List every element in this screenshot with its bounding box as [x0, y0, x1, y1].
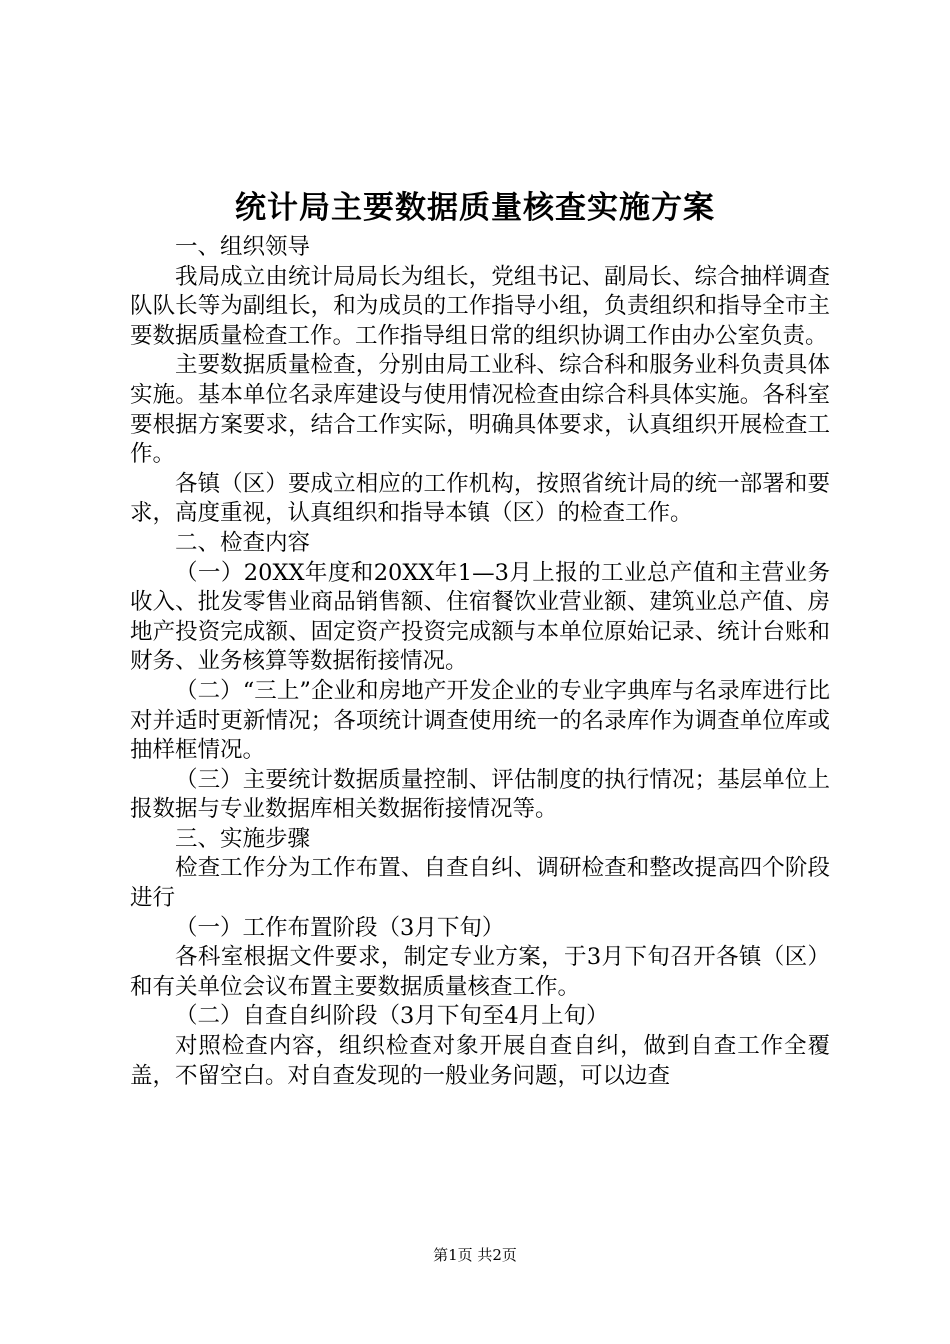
paragraph: 主要数据质量检查，分别由局工业科、综合科和服务业科负责具体实施。基本单位名录库建设与使用情况检查由综合科具体实施。各科室要根据方案要求，结合工作实际，明确具体要求，认真组织开展检查工作。 — [130, 352, 830, 468]
paragraph: （三）主要统计数据质量控制、评估制度的执行情况；基层单位上报数据与专业数据库相关数据衔接情况等。 — [130, 766, 830, 823]
paragraph: 检查工作分为工作布置、自查自纠、调研检查和整改提高四个阶段进行 — [130, 855, 830, 912]
paragraph: 各镇（区）要成立相应的工作机构，按照省统计局的统一部署和要求，高度重视，认真组织和指导本镇（区）的检查工作。 — [130, 470, 830, 527]
section-heading: 二、检查内容 — [175, 529, 311, 556]
paragraph: （二）“三上”企业和房地产开发企业的专业字典库与名录库进行比对并适时更新情况；各项统计调查使用统一的名录库作为调查单位库或抽样框情况。 — [130, 677, 830, 764]
page-footer: 第1页 共2页 — [433, 1246, 517, 1264]
section-heading: 一、组织领导 — [175, 234, 311, 260]
document-body — [130, 233, 830, 1091]
paragraph: 各科室根据文件要求，制定专业方案，于3月下旬召开各镇（区）和有关单位会议布置主要数据质量核查工作。 — [130, 944, 830, 1000]
paragraph: 我局成立由统计局局长为组长，党组书记、副局长、综合抽样调查队队长等为副组长，和为成员的工作指导小组，负责组织和指导全市主要数据质量检查工作。工作指导组日常的组织协调工作由办公室负责。 — [130, 263, 830, 349]
subsection-heading: （一）工作布置阶段（3月下旬） — [175, 914, 505, 941]
document-title: 统计局主要数据质量核查实施方案 — [235, 190, 715, 226]
paragraph: （一）20XX年度和20XX年1—3月上报的工业总产值和主营业务收入、批发零售业商品销售额、住宿餐饮业营业额、建筑业总产值、房地产投资完成额、固定资产投资完成额与本单位原始记录、统计台账和财务、业务核算等数据衔接情况。 — [130, 559, 830, 675]
section-heading: 三、实施步骤 — [175, 825, 311, 852]
subsection-heading: （二）自查自纠阶段（3月下旬至4月上旬） — [175, 1003, 609, 1030]
paragraph: 对照检查内容，组织检查对象开展自查自纠，做到自查工作全覆盖，不留空白。对自查发现的一般业务问题，可以边查 — [130, 1033, 830, 1089]
